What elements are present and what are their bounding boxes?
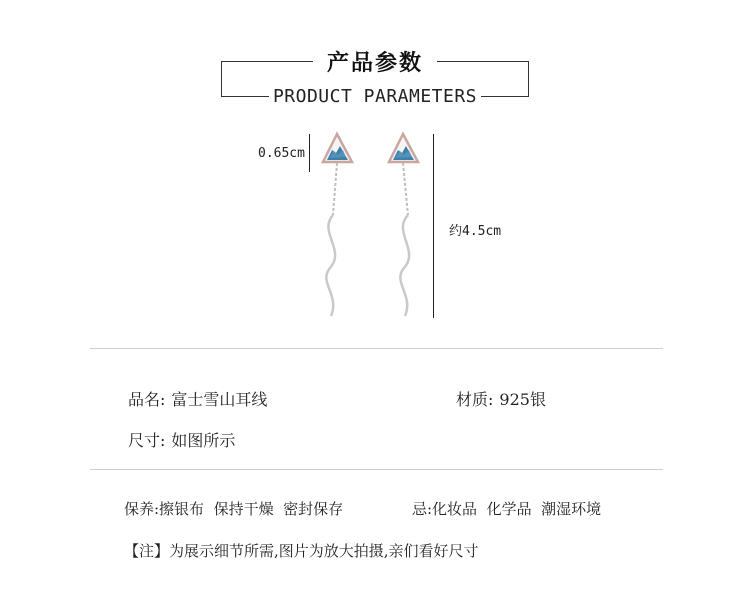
earring-right [389,134,418,316]
spec-material-label: 材质: [456,390,494,409]
height-dimension-label: 0.65cm [258,146,305,161]
earring-left [323,134,352,316]
spec-material-value: 925银 [499,390,546,409]
length-dimension-line [433,134,434,318]
length-dimension-label: 约4.5cm [449,224,502,239]
separator-top [90,348,663,349]
spec-name-label: 品名: [128,390,166,409]
spec-material [456,387,546,410]
spec-name-value: 富士雪山耳线 [171,390,268,409]
spec-size [128,428,235,451]
spec-size-value: 如图所示 [171,431,236,450]
photo-note: 【注】为展示细节所需,图片为放大拍摄,亲们看好尺寸 [124,542,479,560]
page-title-cn: 产品参数 [326,51,423,76]
separator-bottom [90,469,663,470]
spec-name [128,387,267,410]
page-title-en-text: PRODUCT PARAMETERS [269,86,481,107]
care-instructions: 保养:擦银布 保持干燥 密封保存 [124,500,344,518]
spec-size-label: 尺寸: [128,431,166,450]
avoid-instructions: 忌:化妆品 化学品 潮湿环境 [412,500,602,518]
